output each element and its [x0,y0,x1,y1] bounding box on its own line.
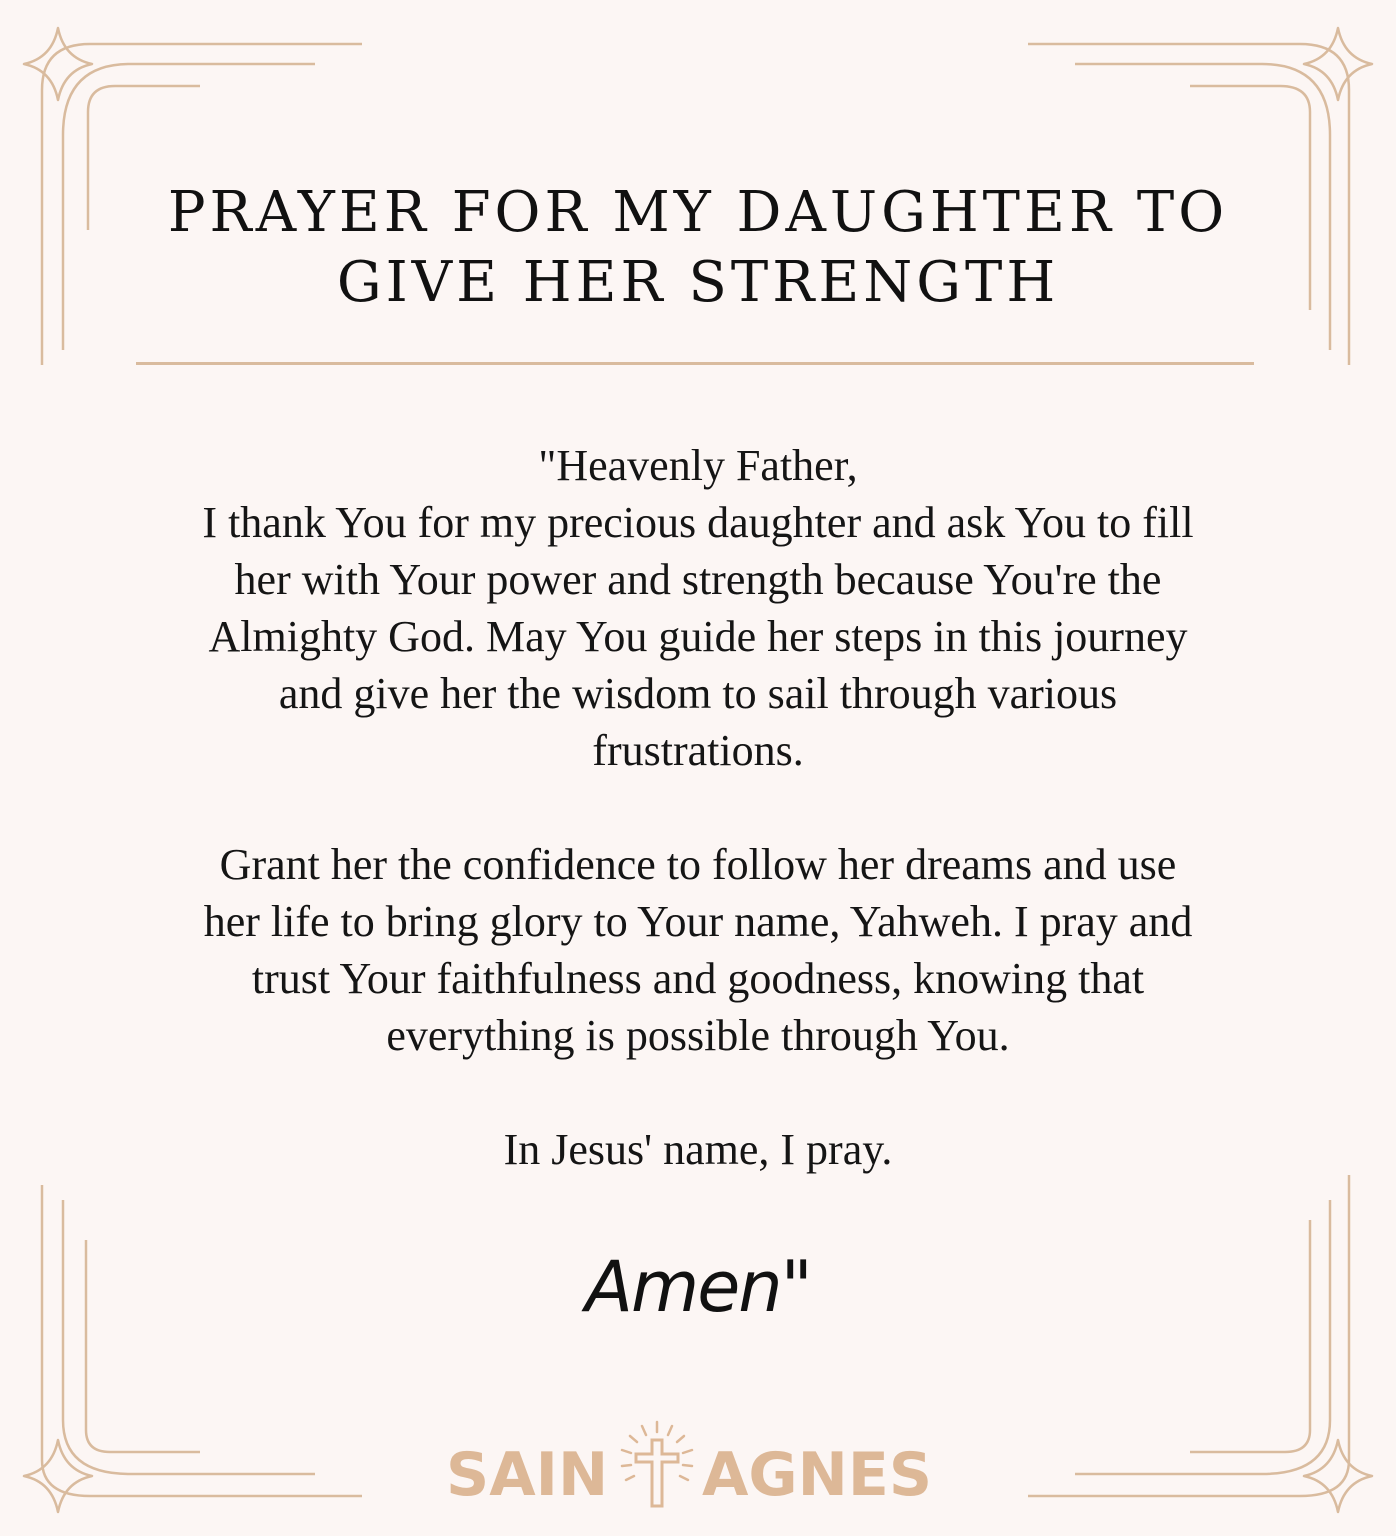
logo-text-left: SAIN [446,1440,609,1510]
paragraph-gap [110,779,1286,836]
prayer-line: I thank You for my precious daughter and ask You to fill [202,498,1194,547]
prayer-line: Almighty God. May You guide her steps in this journey [208,612,1188,661]
closing-amen: Amen" [585,1246,811,1328]
prayer-line: Grant her the confidence to follow her dreams and use [219,840,1177,889]
prayer-text [110,437,1286,1178]
prayer-line: "Heavenly Father, [538,441,858,490]
prayer-line: everything is possible through You. [386,1011,1010,1060]
prayer-line: frustrations. [592,726,804,775]
paragraph-gap [110,1064,1286,1121]
logo-text-right: AGNES [702,1440,933,1510]
prayer-line: her life to bring glory to Your name, Yahweh. I pray and [203,897,1193,946]
prayer-line: her with Your power and strength because You're the [234,555,1162,604]
prayer-line: trust Your faithfulness and goodness, knowing that [251,954,1145,1003]
title-line-2: GIVE HER STRENGTH [336,250,1060,315]
cross-icon [612,1418,702,1518]
prayer-line: and give her the wisdom to sail through various [278,669,1118,718]
brand-logo[interactable] [440,1418,960,1518]
title-line-1: PRAYER FOR MY DAUGHTER TO [167,180,1229,245]
title-divider [136,362,1254,365]
prayer-line: In Jesus' name, I pray. [503,1125,893,1174]
page-title [140,178,1256,318]
